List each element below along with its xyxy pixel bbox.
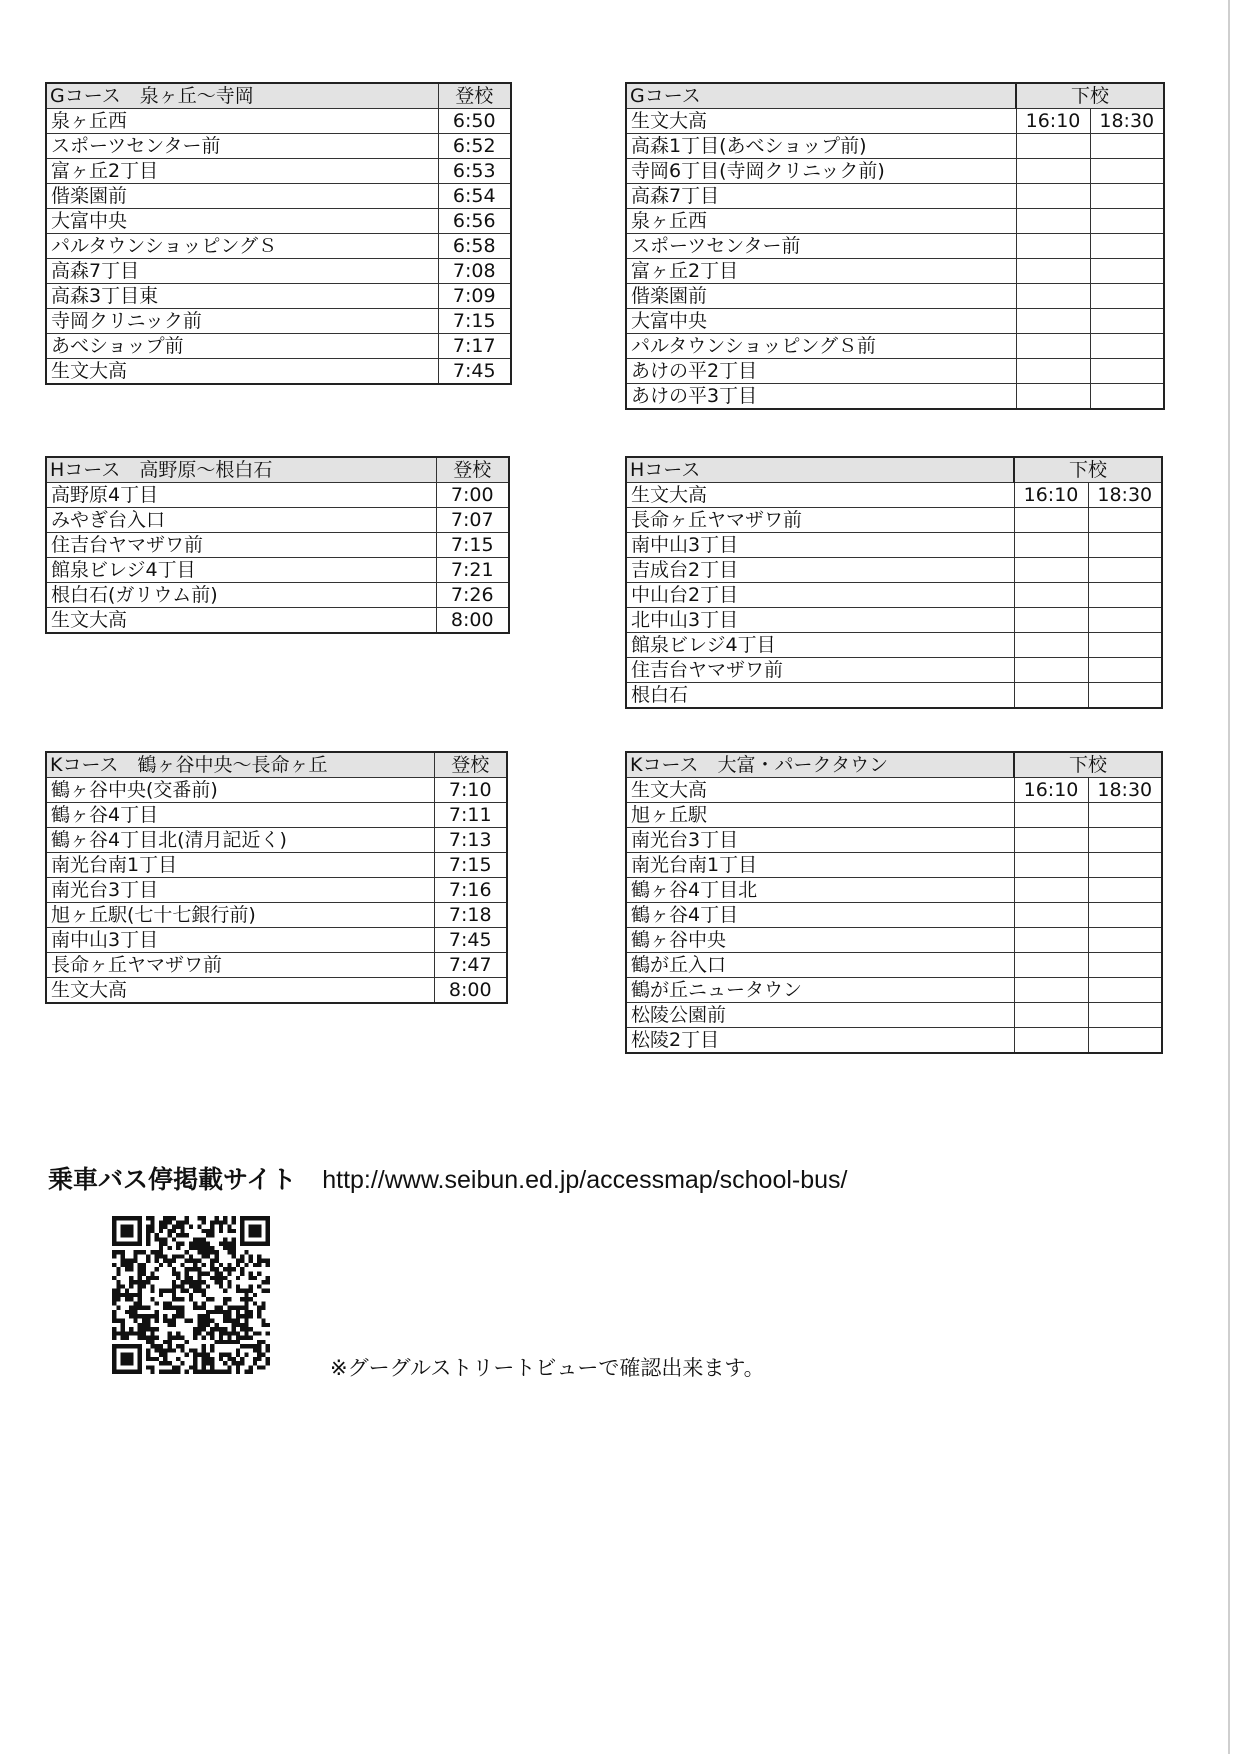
table-row [626,878,1162,903]
empty-cell [1014,953,1088,978]
empty-cell [1090,309,1164,334]
street-view-note: ※グーグルストリートビューで確認出来ます。 [330,1356,765,1380]
empty-cell [1014,633,1088,658]
stop-name: 住吉台ヤマザワ前 [626,658,1014,683]
stop-name: 寺岡クリニック前 [46,309,438,334]
stop-name: あべショップ前 [46,334,438,359]
table-row [46,878,507,903]
departure-time: 7:26 [436,583,509,608]
stop-name: 南中山3丁目 [46,928,434,953]
empty-cell [1090,209,1164,234]
table-row [46,903,507,928]
stop-name: パルタウンショッピングＳ前 [626,334,1016,359]
stop-name: 中山台2丁目 [626,583,1014,608]
departure-time: 7:15 [438,309,511,334]
stop-name: 北中山3丁目 [626,608,1014,633]
table-row [46,953,507,978]
departure-time: 8:00 [436,608,509,634]
departure-time: 7:45 [434,928,507,953]
empty-cell [1090,384,1164,410]
stop-name: 松陵2丁目 [626,1028,1014,1054]
empty-cell [1088,1003,1162,1028]
empty-cell [1088,903,1162,928]
table-row [46,159,511,184]
table-row [626,533,1162,558]
departure-time: 6:56 [438,209,511,234]
table-row [626,803,1162,828]
table-header-row [46,83,511,109]
table-row [626,134,1164,159]
empty-cell [1014,558,1088,583]
empty-cell [1088,928,1162,953]
table-row [626,334,1164,359]
departure-time: 7:18 [434,903,507,928]
stop-name: 鶴ヶ谷4丁目北(清月記近く) [46,828,434,853]
empty-cell [1016,284,1090,309]
stop-name: 大富中央 [46,209,438,234]
empty-cell [1014,1028,1088,1054]
stop-name: あけの平3丁目 [626,384,1016,410]
course-title: Hコース 高野原～根白石 [46,457,436,483]
table-header-row [626,83,1164,109]
empty-cell [1090,259,1164,284]
table-row [626,953,1162,978]
table-row [46,803,507,828]
table-row [626,384,1164,410]
table-row [46,209,511,234]
time-header: 下校 [1014,457,1162,483]
stop-name: 鶴が丘ニュータウン [626,978,1014,1003]
stop-name: 鶴ヶ谷4丁目 [46,803,434,828]
table-row [626,558,1162,583]
empty-cell [1014,608,1088,633]
stop-name: 鶴ヶ谷中央 [626,928,1014,953]
empty-cell [1088,1028,1162,1054]
empty-cell [1014,658,1088,683]
timetable-g-afternoon [625,82,1165,410]
table-row [626,903,1162,928]
departure-time: 7:10 [434,778,507,803]
table-row [46,109,511,134]
empty-cell [1014,508,1088,533]
empty-cell [1014,928,1088,953]
table-row [46,853,507,878]
stop-name: あけの平2丁目 [626,359,1016,384]
table-row [46,234,511,259]
table-row [626,234,1164,259]
stop-name: 館泉ビレジ4丁目 [46,558,436,583]
departure-time: 6:54 [438,184,511,209]
empty-cell [1088,978,1162,1003]
empty-cell [1088,683,1162,709]
table-row [626,928,1162,953]
empty-cell [1014,828,1088,853]
stop-name: 吉成台2丁目 [626,558,1014,583]
empty-cell [1014,978,1088,1003]
stop-name: 高野原4丁目 [46,483,436,508]
table-row [46,608,509,634]
stop-name: 館泉ビレジ4丁目 [626,633,1014,658]
table-row [626,508,1162,533]
stop-name: 根白石 [626,683,1014,709]
table-row [626,828,1162,853]
stop-name: 根白石(ガリウム前) [46,583,436,608]
table-row [46,558,509,583]
stop-name: 高森1丁目(あべショップ前) [626,134,1016,159]
empty-cell [1088,508,1162,533]
stop-name: 寺岡6丁目(寺岡クリニック前) [626,159,1016,184]
time-header: 下校 [1016,83,1164,109]
departure-time: 7:11 [434,803,507,828]
table-row [626,309,1164,334]
departure-time: 18:30 [1088,778,1162,803]
course-title: Gコース [626,83,1016,109]
page-edge-line [1228,0,1230,1754]
time-header: 登校 [434,752,507,778]
stop-name: 生文大高 [46,359,438,385]
stop-name: 富ヶ丘2丁目 [46,159,438,184]
departure-time: 7:47 [434,953,507,978]
stop-name: 長命ヶ丘ヤマザワ前 [46,953,434,978]
table-row [626,184,1164,209]
departure-time: 18:30 [1090,109,1164,134]
qr-code-icon[interactable] [112,1216,270,1374]
timetable-h-morning [45,456,510,634]
table-row [626,259,1164,284]
empty-cell [1088,533,1162,558]
empty-cell [1090,134,1164,159]
empty-cell [1014,853,1088,878]
empty-cell [1088,583,1162,608]
table-row [46,334,511,359]
table-row [626,583,1162,608]
departure-time: 7:07 [436,508,509,533]
empty-cell [1014,583,1088,608]
departure-time: 7:16 [434,878,507,903]
empty-cell [1014,1003,1088,1028]
departure-time: 7:13 [434,828,507,853]
empty-cell [1016,209,1090,234]
timetable-k-morning [45,751,508,1004]
bus-stop-site [48,1160,848,1196]
empty-cell [1088,803,1162,828]
table-row [46,828,507,853]
departure-time: 7:45 [438,359,511,385]
stop-name: 住吉台ヤマザワ前 [46,533,436,558]
empty-cell [1016,334,1090,359]
empty-cell [1016,234,1090,259]
stop-name: 鶴ヶ谷4丁目北 [626,878,1014,903]
table-row [626,853,1162,878]
table-row [626,359,1164,384]
stop-name: 南光台3丁目 [626,828,1014,853]
stop-name: 高森7丁目 [46,259,438,284]
time-header: 下校 [1014,752,1162,778]
table-row [626,284,1164,309]
stop-name: 偕楽園前 [626,284,1016,309]
time-header: 登校 [436,457,509,483]
empty-cell [1016,259,1090,284]
stop-name: 旭ヶ丘駅(七十七銀行前) [46,903,434,928]
empty-cell [1016,309,1090,334]
time-header: 登校 [438,83,511,109]
course-title: Kコース 鶴ヶ谷中央～長命ヶ丘 [46,752,434,778]
table-row [626,658,1162,683]
stop-name: 生文大高 [626,483,1014,508]
empty-cell [1090,234,1164,259]
empty-cell [1014,803,1088,828]
stop-name: スポーツセンター前 [626,234,1016,259]
empty-cell [1088,878,1162,903]
departure-time: 16:10 [1016,109,1090,134]
departure-time: 7:17 [438,334,511,359]
table-row [46,134,511,159]
stop-name: 松陵公園前 [626,1003,1014,1028]
departure-time: 6:53 [438,159,511,184]
table-row [626,633,1162,658]
table-row [626,683,1162,709]
stop-name: 偕楽園前 [46,184,438,209]
empty-cell [1088,608,1162,633]
stop-name: 旭ヶ丘駅 [626,803,1014,828]
table-row [626,608,1162,633]
table-row [46,184,511,209]
table-row [626,778,1162,803]
empty-cell [1014,903,1088,928]
course-title: Kコース 大富・パークタウン [626,752,1014,778]
stop-name: 大富中央 [626,309,1016,334]
stop-name: 生文大高 [46,608,436,634]
empty-cell [1090,184,1164,209]
empty-cell [1016,359,1090,384]
departure-time: 16:10 [1014,483,1088,508]
departure-time: 7:15 [436,533,509,558]
stop-name: 泉ヶ丘西 [46,109,438,134]
table-header-row [626,752,1162,778]
departure-time: 7:21 [436,558,509,583]
timetable-k-afternoon [625,751,1163,1054]
stop-name: 鶴ヶ谷4丁目 [626,903,1014,928]
table-row [46,978,507,1004]
table-header-row [46,752,507,778]
empty-cell [1016,184,1090,209]
table-row [46,508,509,533]
empty-cell [1090,334,1164,359]
departure-time: 16:10 [1014,778,1088,803]
departure-time: 6:50 [438,109,511,134]
timetable-g-morning [45,82,512,385]
empty-cell [1014,683,1088,709]
stop-name: 泉ヶ丘西 [626,209,1016,234]
stop-name: みやぎ台入口 [46,508,436,533]
empty-cell [1088,828,1162,853]
stop-name: 鶴が丘入口 [626,953,1014,978]
empty-cell [1088,853,1162,878]
empty-cell [1014,878,1088,903]
course-title: Hコース [626,457,1014,483]
empty-cell [1016,134,1090,159]
table-header-row [46,457,509,483]
departure-time: 6:58 [438,234,511,259]
course-title: Gコース 泉ヶ丘～寺岡 [46,83,438,109]
stop-name: 富ヶ丘2丁目 [626,259,1016,284]
stop-name: 生文大高 [626,778,1014,803]
departure-time: 6:52 [438,134,511,159]
table-row [626,1028,1162,1054]
empty-cell [1016,159,1090,184]
departure-time: 18:30 [1088,483,1162,508]
table-row [46,309,511,334]
table-row [46,778,507,803]
stop-name: パルタウンショッピングＳ [46,234,438,259]
table-row [46,359,511,385]
stop-name: 高森3丁目東 [46,284,438,309]
empty-cell [1090,284,1164,309]
table-row [46,483,509,508]
site-label: 乗車バス停掲載サイト [48,1165,297,1194]
table-row [46,259,511,284]
table-row [626,1003,1162,1028]
stop-name: 南中山3丁目 [626,533,1014,558]
empty-cell [1088,633,1162,658]
stop-name: 高森7丁目 [626,184,1016,209]
stop-name: 鶴ヶ谷中央(交番前) [46,778,434,803]
table-header-row [626,457,1162,483]
stop-name: 生文大高 [626,109,1016,134]
table-row [46,928,507,953]
empty-cell [1014,533,1088,558]
stop-name: 南光台南1丁目 [626,853,1014,878]
table-row [626,209,1164,234]
departure-time: 7:15 [434,853,507,878]
stop-name: 南光台南1丁目 [46,853,434,878]
timetable-h-afternoon [625,456,1163,709]
empty-cell [1088,658,1162,683]
stop-name: 長命ヶ丘ヤマザワ前 [626,508,1014,533]
table-row [626,159,1164,184]
departure-time: 7:09 [438,284,511,309]
site-url-link[interactable]: http://www.seibun.ed.jp/accessmap/school-bus/ [322,1166,848,1194]
departure-time: 7:00 [436,483,509,508]
empty-cell [1088,953,1162,978]
stop-name: 南光台3丁目 [46,878,434,903]
table-row [46,284,511,309]
departure-time: 7:08 [438,259,511,284]
table-row [46,583,509,608]
table-row [626,978,1162,1003]
empty-cell [1090,359,1164,384]
table-row [626,483,1162,508]
stop-name: スポーツセンター前 [46,134,438,159]
departure-time: 8:00 [434,978,507,1004]
stop-name: 生文大高 [46,978,434,1004]
table-row [626,109,1164,134]
empty-cell [1090,159,1164,184]
empty-cell [1016,384,1090,410]
empty-cell [1088,558,1162,583]
table-row [46,533,509,558]
